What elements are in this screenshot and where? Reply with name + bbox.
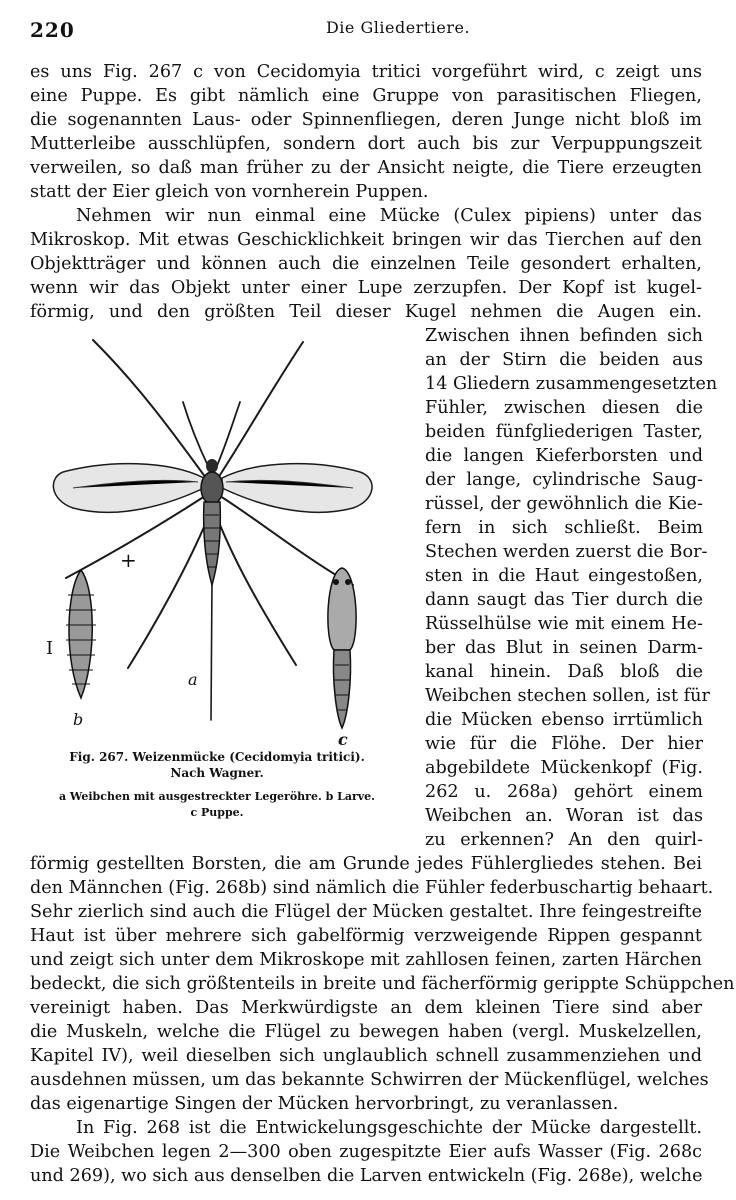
text-line: Objektträger und können auch die einzelnen Teile gesondert erhalten, [30,254,702,274]
text-line: statt der Eier gleich von vornherein Puppen. [30,182,429,202]
figure-caption-pupa: c Puppe. [190,806,244,819]
pupa-drawing [328,568,356,728]
gnat-body [201,459,223,585]
text-line: Mutterleibe ausschlüpfen, sondern dort auch bis zur Verpuppungszeit [30,134,702,154]
text-line: ausdehnen müssen, um das bekannte Schwirren der Mückenflügel, welches [30,1070,709,1090]
figure-label-c: c [338,730,348,749]
page-number: 220 [30,18,75,42]
column-line: kanal hinein. Daß bloß die [425,662,703,682]
text-line: Mikroskop. Mit etwas Geschicklichkeit bringen wir das Tierchen auf den [30,230,702,250]
text-line: die sogenannten Laus- oder Spinnenfliegen, deren Junge nicht bloß im [30,110,702,130]
figure-caption-parts: a Weibchen mit ausgestreckter Legeröhre. b Larve. [58,790,376,803]
column-line: wie für die Flöhe. Der hier [425,734,703,754]
figure-267 [18,320,416,830]
figure-caption-source: Nach Wagner. [170,766,264,780]
scale-bar: I [46,638,54,659]
text-line: den Männchen (Fig. 268b) sind nämlich die Fühler federbuschartig behaart. [30,878,714,898]
text-line: eine Puppe. Es gibt nämlich eine Gruppe von parasitischen Fliegen, [30,86,702,106]
text-line: Die Weibchen legen 2—300 oben zugespitzte Eier aufs Wasser (Fig. 268c [30,1142,702,1162]
column-line: die Mücken ebenso irrtümlich [425,710,703,730]
text-line: wenn wir das Objekt unter einer Lupe zerzupfen. Der Kopf ist kugel- [30,278,702,298]
running-title: Die Gliedertiere. [325,18,471,37]
column-line: 14 Gliedern zusammengesetzten [425,374,718,394]
page-header [30,14,706,44]
column-line: sten in die Haut eingestoßen, [425,566,703,586]
column-line: an der Stirn die beiden aus [425,350,703,370]
text-line: förmig gestellten Borsten, die am Grunde jedes Fühlergliedes stehen. Bei [30,854,702,874]
text-line: Haut ist über mehrere sich gabelförmig verzweigende Rippen gespannt [30,926,702,946]
text-line: Kapitel IV), weil dieselben sich unglaublich schnell zusammenziehen und [30,1046,702,1066]
text-line: die Muskeln, welche die Flügel zu bewegen haben (vergl. Muskelzellen, [30,1022,702,1042]
text-line: und 269), wo sich aus denselben die Larven entwickeln (Fig. 268e), welche [30,1166,703,1186]
column-line: 262 u. 268a) gehört einem [425,782,703,802]
column-line: abgebildete Mückenkopf (Fig. [425,758,703,778]
column-line: fern in sich schließt. Beim [425,518,703,538]
text-line: und zeigt sich unter dem Mikroskope mit zahllosen feinen, zarten Härchen [30,950,702,970]
text-line: Sehr zierlich sind auch die Flügel der Mücken gestaltet. Ihre feingestreifte [30,902,702,922]
gnat-illustration [18,320,416,750]
text-line: förmig, und den größten Teil dieser Kugel nehmen die Augen ein. [30,302,702,322]
figure-label-a: a [188,670,198,689]
text-line: es uns Fig. 267 c von Cecidomyia tritici vorgeführt wird, c zeigt uns [30,62,702,82]
text-line: das eigenartige Singen der Mücken hervorbringt, zu veranlassen. [30,1094,619,1114]
column-line: ber das Blut in seinen Darm- [425,638,703,658]
column-line: der lange, cylindrische Saug- [425,470,703,490]
column-line: dann saugt das Tier durch die [425,590,703,610]
column-line: Rüsselhülse wie mit einem He- [425,614,703,634]
paragraph-start: In Fig. 268 ist die Entwickelungsgeschichte der Mücke dargestellt. [76,1118,702,1138]
column-line: Stechen werden zuerst die Bor- [425,542,708,562]
text-line: verweilen, so daß man früher zu der Ansicht neigte, die Tiere erzeugten [30,158,702,178]
column-line: Fühler, zwischen diesen die [425,398,703,418]
paragraph-start: Nehmen wir nun einmal eine Mücke (Culex pipiens) unter das [76,206,702,226]
larva-drawing [66,570,96,698]
column-line: Weibchen stechen sollen, ist für [425,686,710,706]
text-line: vereinigt haben. Das Merkwürdigste an dem kleinen Tiere sind aber [30,998,702,1018]
column-line: beiden fünfgliederigen Taster, [425,422,703,442]
text-line: bedeckt, die sich größtenteils in breite und fächerförmig gerippte Schüppchen [30,974,735,994]
column-line: Zwischen ihnen befinden sich [425,326,703,346]
column-line: Weibchen an. Woran ist das [425,806,703,826]
column-line: rüssel, der gewöhnlich die Kie- [425,494,703,514]
figure-label-b: b [73,710,84,729]
column-line: die langen Kieferborsten und [425,446,703,466]
scale-mark: + [120,548,137,572]
column-line: zu erkennen? An den quirl- [425,830,703,850]
figure-caption-title: Fig. 267. Weizenmücke (Cecidomyia tritici). [69,750,365,764]
